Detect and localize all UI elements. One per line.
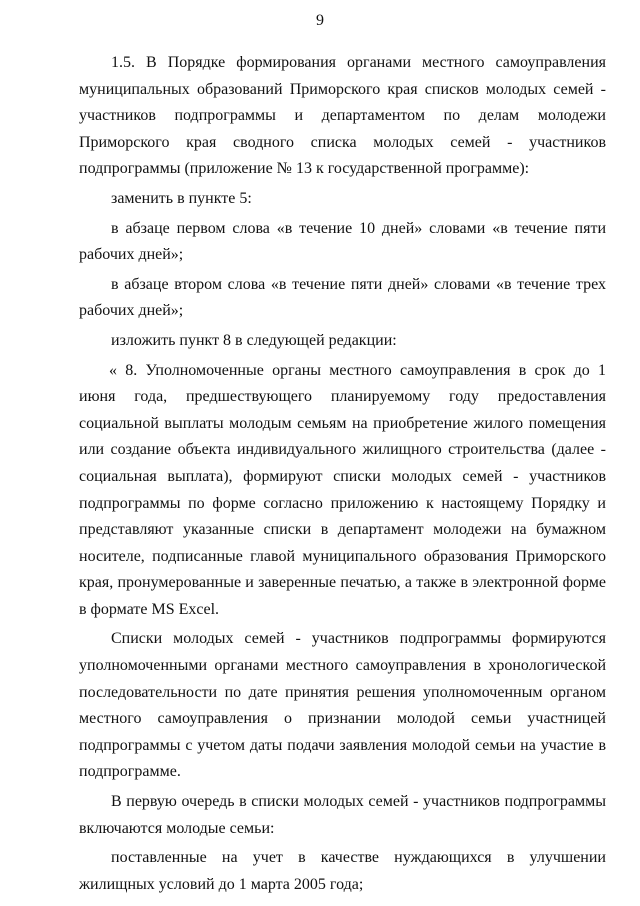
paragraph-lists-formed: Списки молодых семей - участников подпрограммы формируются уполномоченными органами местного самоуправления в хронологической последовательности по дате принятия решения уполномоченным органом местного самоуправления о признании молодой семьи участницей подпрограммы с учетом даты подачи заявления молодой семьи на участие в подпрограмме.	[79, 630, 606, 781]
paragraph-point-8: « 8. Уполномоченные органы местного самоуправления в срок до 1 июня года, предшествующего планируемому году предоставления социальной выплаты молодым семьям на приобретение жилого помещения или создание объекта индивидуального жилищного строительства (далее - социальная выплата), формируют списки молодых семей - участников подпрограммы по форме согласно приложению к настоящему Порядку и представляют указанные списки в департамент молодежи на бумажном носителе, подписанные главой муниципального образования Приморского края, пронумерованные и заверенные печатью, а также в электронной форме в формате MS Excel.	[79, 361, 606, 618]
page-number: 9	[316, 12, 324, 29]
paragraph-second-clause: в абзаце втором слова «в течение пяти дней» словами «в течение трех рабочих дней»;	[79, 275, 606, 320]
paragraph-1-5: 1.5. В Порядке формирования органами местного самоуправления муниципальных образований Приморского края списков молодых семей - участников подпрограммы и департаментом по делам молодежи Приморского края сводного списка молодых семей - участников подпрограммы (приложение № 13 к государственной программе):	[79, 54, 606, 178]
paragraph-registered-before-2005: поставленные на учет в качестве нуждающихся в улучшении жилищных условий до 1 марта 2005 года;	[79, 849, 606, 893]
document-body	[79, 50, 606, 898]
paragraph-first-priority: В первую очередь в списки молодых семей - участников подпрограммы включаются молодые семьи:	[79, 793, 606, 837]
paragraph-restate-point-8: изложить пункт 8 в следующей редакции:	[111, 331, 397, 349]
paragraph-replace-point-5: заменить в пункте 5:	[111, 189, 252, 207]
paragraph-first-clause: в абзаце первом слова «в течение 10 дней» словами «в течение пяти рабочих дней»;	[79, 219, 606, 264]
